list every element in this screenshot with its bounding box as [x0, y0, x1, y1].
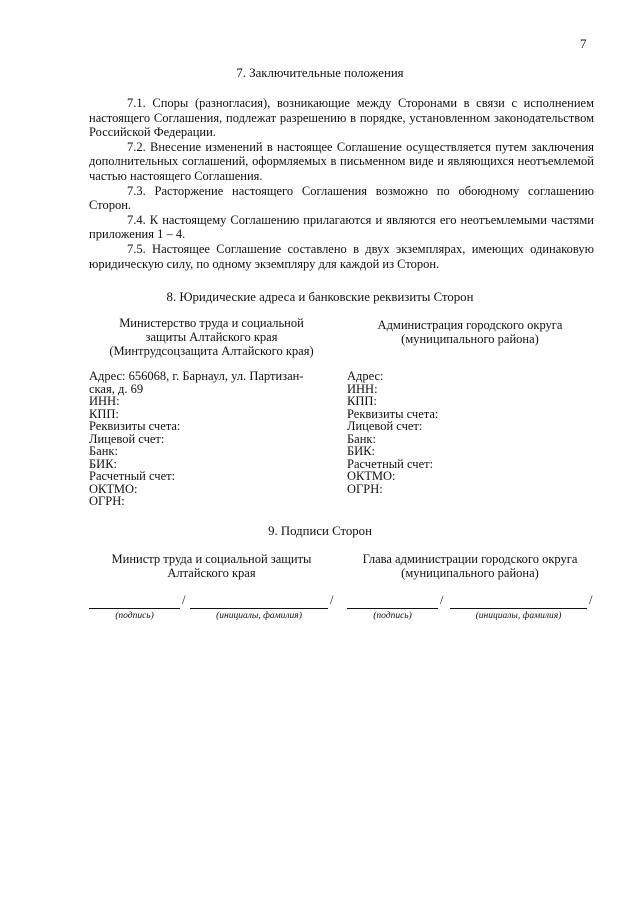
section-9-title: 9. Подписи Сторон	[268, 524, 372, 538]
right-signer-title: Глава администрации городского округа (муниципального района)	[362, 552, 578, 580]
right-signature-line	[347, 596, 438, 609]
left-initials-caption: (инициалы, фамилия)	[216, 611, 302, 621]
right-party-name: Администрация городского округа (муниципального района)	[377, 318, 563, 346]
left-party-requisites: Адрес: 656068, г. Барнаул, ул. Партизан- ская, д. 69 ИНН: КПП: Реквизиты счета: Лицевой счет: Банк: БИК: Расчетный счет: ОКТМО: ОГРН:	[89, 369, 304, 508]
left-signature-line	[89, 596, 180, 609]
left-signer-title: Министр труда и социальной защиты Алтайского края	[111, 552, 312, 580]
clause-7-4: 7.4. К настоящему Соглашению прилагаются и являются его неотъемлемыми частями приложения 1 – 4.	[89, 212, 594, 242]
left-party-name: Министерство труда и социальной защиты Алтайского края (Минтрудсоцзащита Алтайского края)	[109, 316, 314, 358]
left-separator: /	[182, 593, 186, 607]
right-separator: /	[440, 593, 444, 607]
right-signature-caption: (подпись)	[373, 611, 412, 621]
clause-7-5: 7.5. Настоящее Соглашение составлено в двух экземплярах, имеющих одинаковую юридическую силу, по одному экземпляру для каждой из Сторон.	[89, 241, 594, 271]
clause-7-2: 7.2. Внесение изменений в настоящее Соглашение осуществляется путем заключения дополнительных соглашений, оформляемых в письменном виде и являющихся неотъемлемой частью настоящего Соглашения.	[89, 139, 594, 183]
clause-7-3: 7.3. Расторжение настоящего Соглашения возможно по обоюдному соглашению Сторон.	[89, 183, 594, 213]
right-initials-caption: (инициалы, фамилия)	[475, 611, 562, 621]
left-initials-line	[190, 596, 328, 609]
section-7-title: 7. Заключительные положения	[236, 66, 404, 80]
right-end-separator: /	[589, 593, 593, 607]
left-signature-caption: (подпись)	[115, 611, 154, 621]
page-number: 7	[580, 36, 587, 51]
section-7-body	[89, 96, 594, 271]
section-8-title: 8. Юридические адреса и банковские реквизиты Сторон	[166, 290, 474, 304]
left-end-separator: /	[330, 593, 334, 607]
right-initials-line	[450, 596, 587, 609]
clause-7-1: 7.1. Споры (разногласия), возникающие между Сторонами в связи с исполнением настоящего Соглашения, подлежат разрешению в порядке, установленном законодательством Российской Федерации.	[89, 96, 594, 140]
right-party-requisites: Адрес: ИНН: КПП: Реквизиты счета: Лицевой счет: Банк: БИК: Расчетный счет: ОКТМО: ОГРН:	[347, 369, 439, 496]
